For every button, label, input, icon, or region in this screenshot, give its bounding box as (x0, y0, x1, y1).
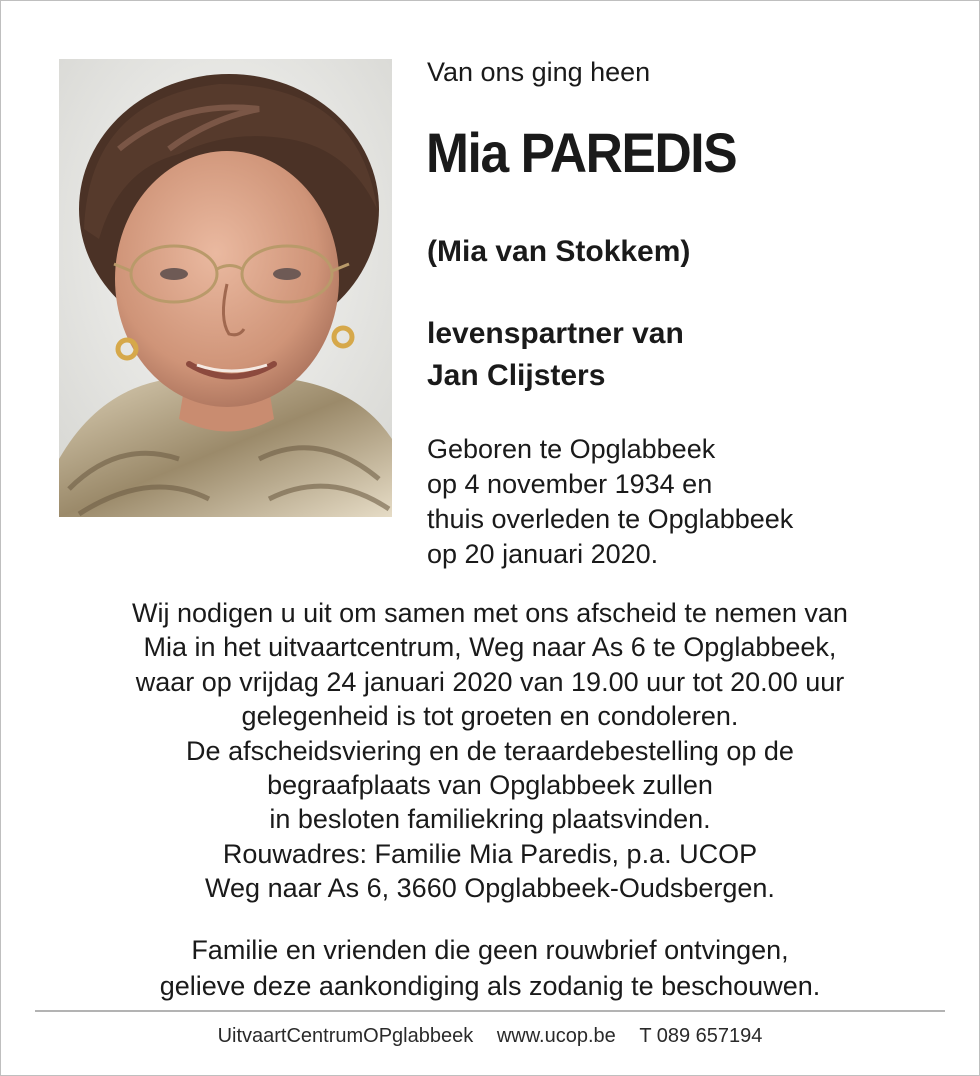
closing-line: gelieve deze aankondiging als zodanig te beschouwen. (159, 971, 821, 1001)
body-line: Wij nodigen u uit om samen met ons afscheid te nemen van (132, 598, 848, 628)
body-line: waar op vrijdag 24 januari 2020 van 19.00 uur tot 20.00 uur (135, 666, 845, 697)
closing-text (0, 932, 980, 1004)
footer-company: UitvaartCentrumOPglabbeek (217, 1025, 474, 1047)
birth-death-details (427, 432, 793, 572)
body-line: Rouwadres: Familie Mia Paredis, p.a. UCOP (222, 838, 758, 869)
partner-line: levenspartner van (427, 317, 684, 350)
footer (0, 1022, 980, 1050)
partner-line: Jan Clijsters (427, 359, 606, 392)
invitation-text (0, 596, 980, 906)
bio-line: op 4 november 1934 en (427, 469, 713, 499)
body-line: Mia in het uitvaartcentrum, Weg naar As 6 te Opglabbeek, (143, 632, 837, 663)
footer-phone: T 089 657194 (639, 1025, 763, 1047)
intro-text: Van ons ging heen (427, 57, 651, 87)
body-line: De afscheidsviering en de teraardebestelling op de (186, 735, 794, 766)
deceased-name: Mia PAREDIS (426, 121, 737, 184)
partner-block (427, 313, 684, 397)
bio-line: thuis overleden te Opglabbeek (427, 504, 794, 534)
footer-divider (35, 1010, 945, 1012)
bio-line: op 20 januari 2020. (427, 539, 659, 569)
bio-line: Geboren te Opglabbeek (427, 434, 716, 464)
footer-website[interactable]: www.ucop.be (496, 1025, 616, 1047)
deceased-nickname: (Mia van Stokkem) (427, 235, 691, 268)
body-line: in besloten familiekring plaatsvinden. (269, 804, 711, 835)
body-line: gelegenheid is tot groeten en condoleren. (241, 701, 739, 732)
portrait-photo (59, 59, 392, 517)
body-line: Weg naar As 6, 3660 Opglabbeek-Oudsbergen. (205, 873, 775, 904)
body-line: begraafplaats van Opglabbeek zullen (267, 770, 713, 801)
closing-line: Familie en vrienden die geen rouwbrief ontvingen, (191, 935, 789, 965)
